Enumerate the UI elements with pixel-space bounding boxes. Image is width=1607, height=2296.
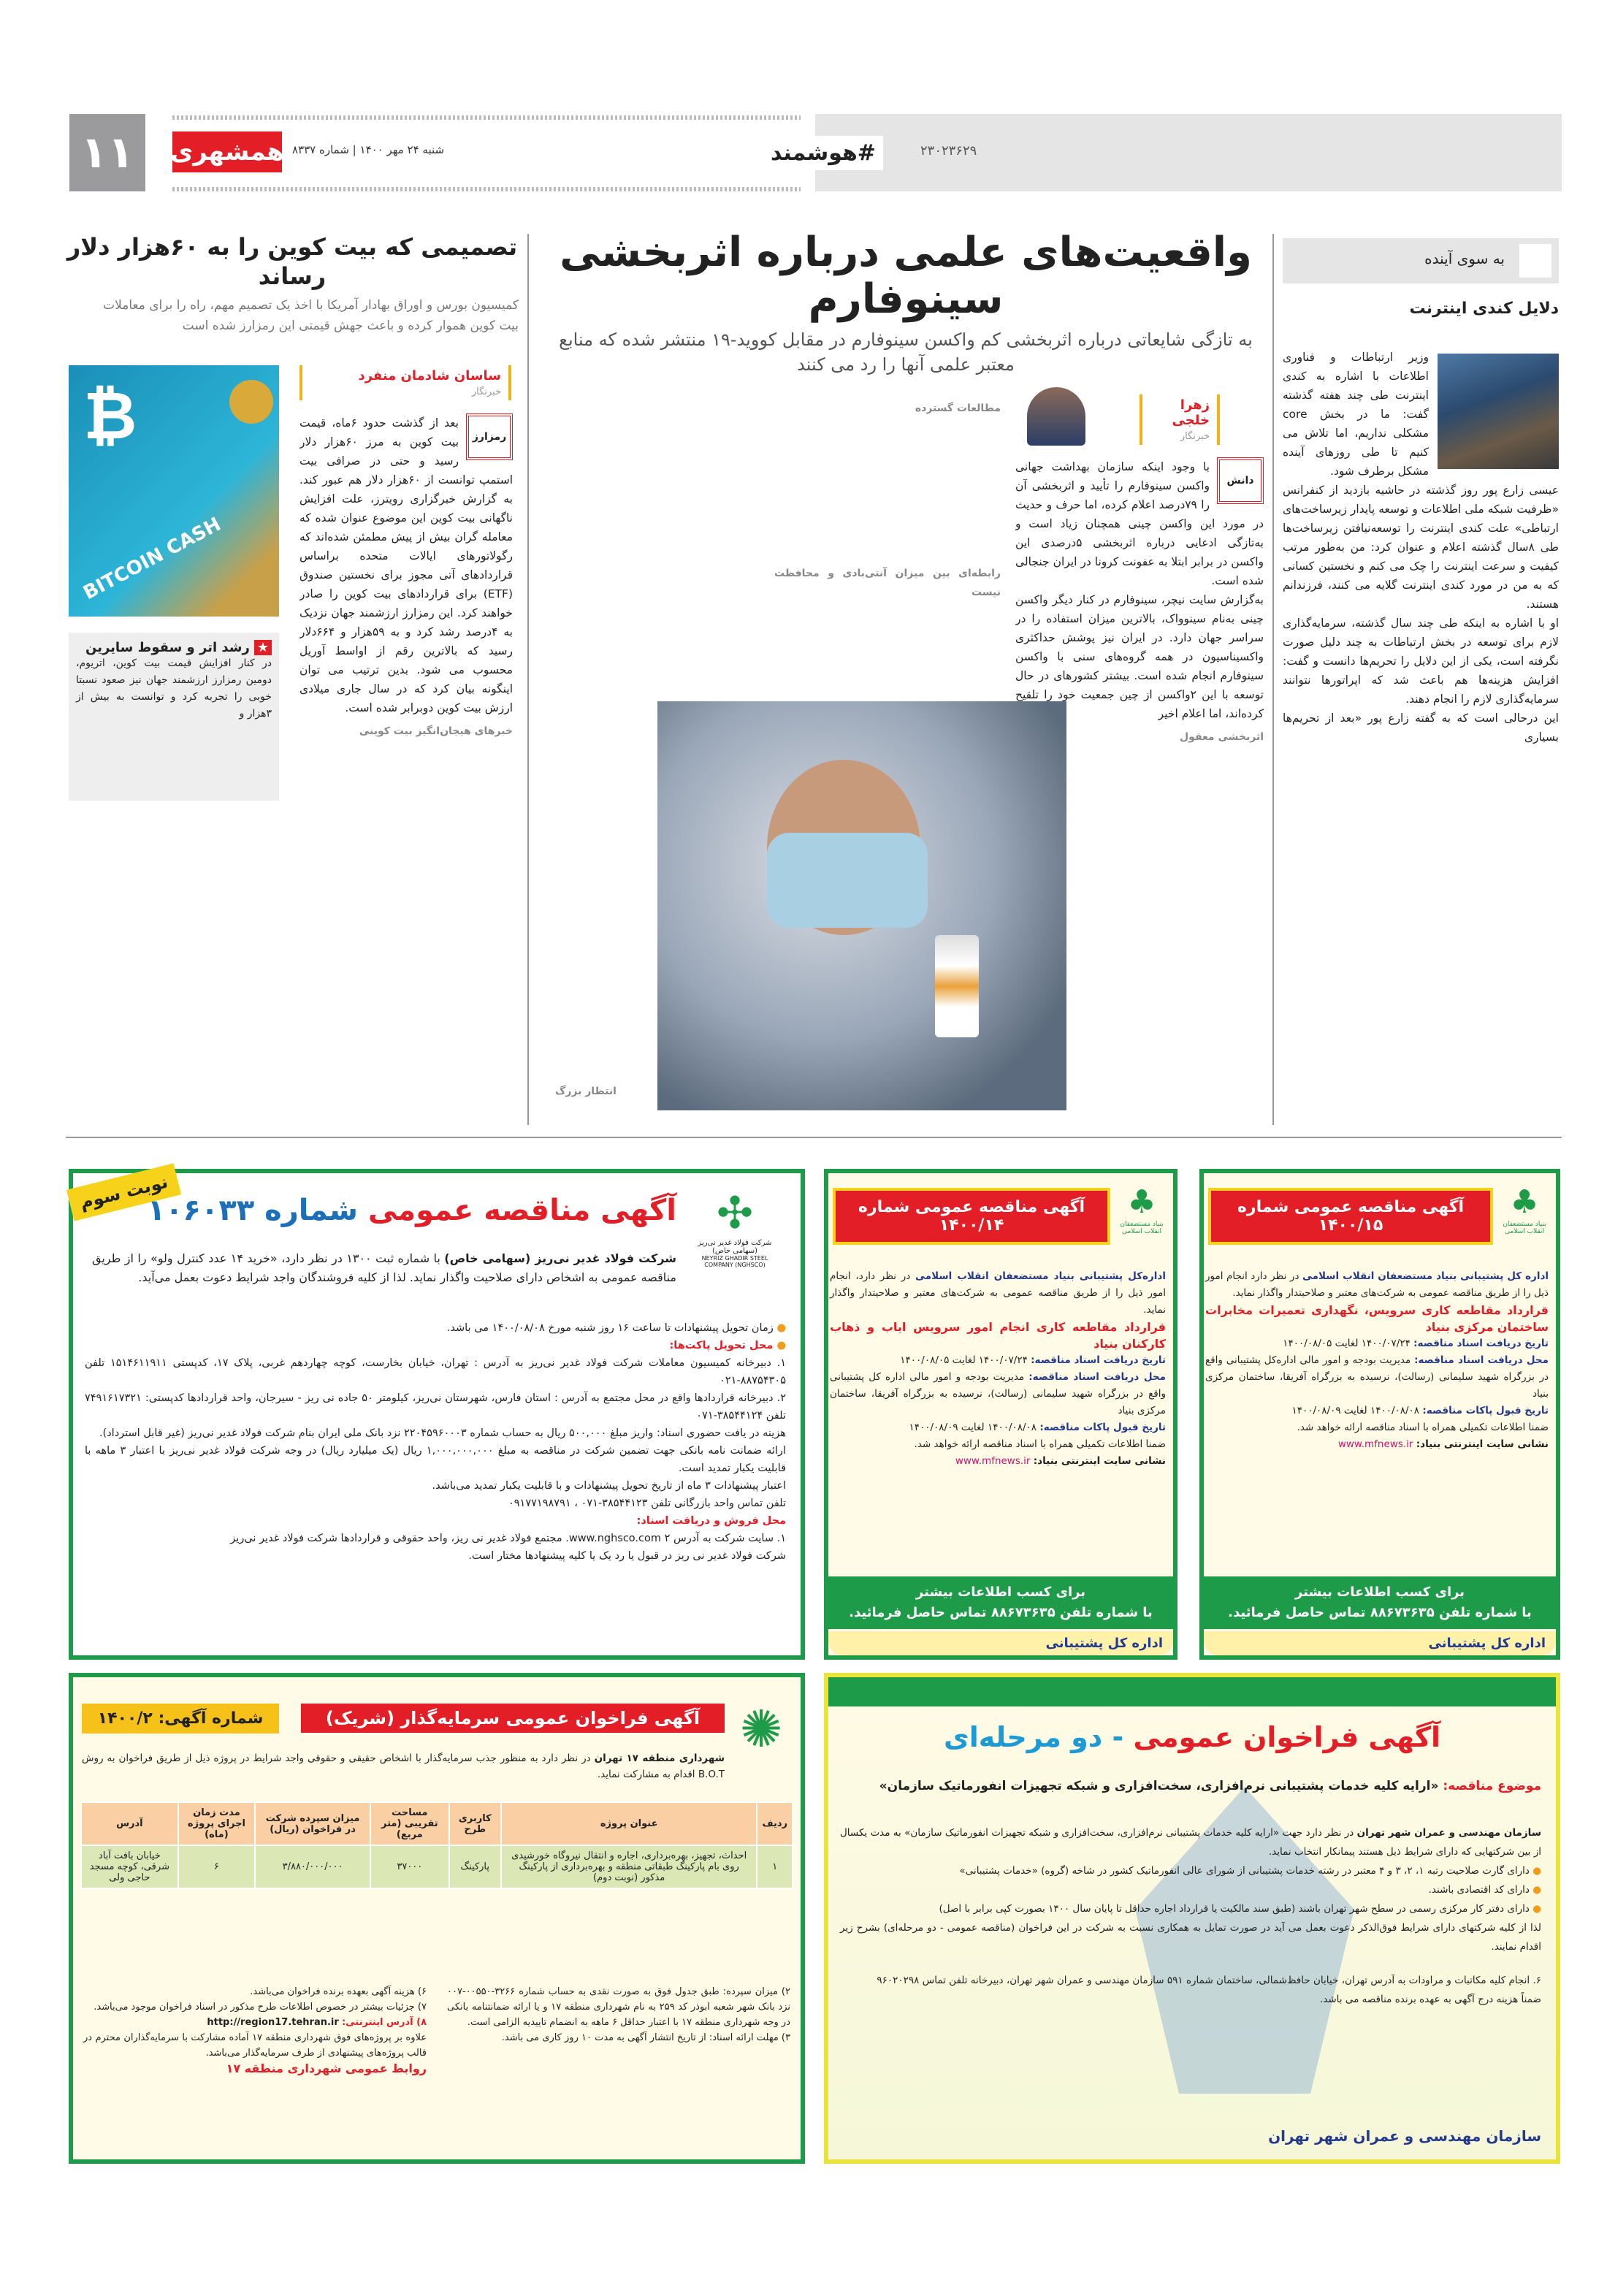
- row-value: ۱۴۰۰/۰۷/۲۴ لغایت ۱۴۰۰/۰۸/۰۵: [900, 1354, 1028, 1366]
- ad-body: [830, 1268, 1166, 1470]
- closing-text: ضمنا اطلاعات تکمیلی همراه با اسناد مناقصه ارائه خواهد شد.: [1297, 1422, 1549, 1433]
- ad-title-b: - دو مرحله‌ای: [943, 1721, 1124, 1753]
- bitcoin-image: [69, 365, 279, 617]
- table-cell: ۶: [178, 1845, 255, 1888]
- ad-signature: سازمان مهندسی و عمران شهر تهران: [1268, 2127, 1541, 2145]
- ad-intro: [92, 1249, 676, 1287]
- author-byline: [299, 365, 511, 400]
- ad-item: ۱. دبیرخانه کمیسیون معاملات شرکت فولاد غدیر نی‌ریز به آدرس : تهران، خیابان بخارست، کوچه چهاردهم غربی، پلاک ۱۷، کدپستی ۱۵۱۴۶۱۱۹۱۱ تلفن ۸۸۷۵۴۳۰۵-۰۲۱: [85, 1357, 786, 1387]
- table-cell: ۳/۸۸۰/۰۰۰/۰۰۰: [255, 1845, 370, 1888]
- intro-text: در نظر دارد به منظور جذب سرمایه‌گذار با اشخاص حقیقی و حقوقی واجد شرایط در پروژه ذیل از طریق فراخوان به روش B.O.T اقدام به مشارکت نماید.: [82, 1752, 725, 1780]
- subject-label: موضوع مناقصه:: [1443, 1779, 1541, 1793]
- bonyad-logo: ♣ بنیاد مستضعفان انقلاب اسلامی: [1116, 1183, 1167, 1235]
- condition: دارای دفتر کار مرکزی رسمی در سطح شهر تهران باشند (طبق سند مالکیت یا قرارداد اجاره حداقل تا پایان سال ۱۴۰۰ بصورت کپی برابر با اصل): [939, 1903, 1530, 1915]
- left-headline: تصمیمی که بیت کوین را به ۶۰هزار دلار رساند: [66, 233, 518, 290]
- column-header: مدت زمان اجرای پروژه (ماه): [178, 1802, 255, 1845]
- right-article-body: [1283, 348, 1559, 1115]
- project-table: [80, 1801, 793, 1889]
- ad-item: ● زمان تحویل پیشنهادات تا ساعت ۱۶ روز شنبه مورخ ۱۴۰۰/۰۸/۰۸ می باشد.: [446, 1322, 786, 1334]
- site-label: نشانی سایت اینترنتی بنیاد:: [1416, 1438, 1549, 1450]
- ad-number: شماره آگهی: ۱۴۰۰/۲: [82, 1704, 279, 1734]
- org-name: اداره‌کل پشتیبانی بنیاد مستضعفان انقلاب اسلامی: [915, 1270, 1166, 1282]
- main-subheadline: به تازگی شایعاتی درباره اثربخشی کم واکسن سینوفارم در مقابل کووید-۱۹ منتشر شده که منابع معتبر علمی آنها را رد می کنند: [559, 329, 1253, 375]
- tender-ad-ghadir: [69, 1169, 805, 1660]
- ad-subject: قرارداد مقاطعه کاری سرویس، نگهداری تعمیرات مخابرات ساختمان مرکزی بنیاد: [1205, 1303, 1549, 1334]
- subject-text: «ارایه کلیه خدمات پشتیبانی نرم‌افزاری، سخت‌افزاری و شبکه تجهیزات انفورماتیک سازمان»: [879, 1779, 1439, 1793]
- note: ۷) جزئیات بیشتر در خصوص اطلاعات طرح مذکور در اسناد فراخوان موجود می‌باشد.: [93, 2002, 427, 2013]
- paragraph: بعد از گذشت حدود ۶ماه، قیمت بیت کوین به مرز ۶۰هزار دلار رسید و حتی در صرافی بیت استمپ توانست از ۶۰هزار دلار هم عبور کند. به گزارش خبرگزاری رویترز، علت افزایش ناگهانی بیت کوین این موضوع عنوان شده که معامله گران بیش از پیش مطمئن شده‌اند که رگولاتورهای ایالات متحده براساس قراردادهای آتی مجوز برای نخستین صندوق (ETF) برای قراردادهای بیت کوین را صادر خواهند کرد. این رمزارز ارزشمند جهان نزدیک به ۴درصد رشد کرد و به ۵۹هزار و ۶۶۴دلار رسید که بالاترین رقم از اواسط آوریل محسوب می شود. بدین ترتیب می توان اینگونه بیان کرد که در سال جاری میلادی ارزش بیت کوین دوبرابر شده است.: [299, 416, 513, 714]
- site-link[interactable]: www.mfnews.ir: [1337, 1438, 1413, 1450]
- author-role: خبرنگار: [1180, 431, 1210, 442]
- company-name: شرکت فولاد غدیر نی‌ریز (سهامی خاص): [444, 1251, 676, 1265]
- logo-caption: بنیاد مستضعفان انقلاب اسلامی: [1503, 1221, 1546, 1235]
- ad-body: [1205, 1268, 1549, 1453]
- ad-body: سازمان مهندسی و عمران شهر تهران در نظر دارد جهت «ارایه کلیه خدمات پشتیبانی نرم‌افزاری، سخت‌افزاری و شبکه تجهیزات انفورماتیک سازمان» به مدت یکسال از بین شرکتهایی که دارای شرایط ذیل هستند پیمانکار انتخاب نماید. ● دارای گارت صلاحیت رتبه ۱، ۲، ۳ و ۴ معتبر در رشته خدمات پشتیبانی از شورای عالی انفورماتیک کشور در شاخه (گروه) «خدمات پشتیبانی» ● دارای کد اقتصادی باشند. ● دارای دفتر کار مرکزی رسمی در سطح شهر تهران باشند (طبق سند مالکیت یا قرارداد اجاره حداقل تا پایان سال ۱۴۰۰ بصورت کپی برابر با اصل) لذا از کلیه شرکتهای دارای شرایط فوق‌الذکر دعوت بعمل می آید در صورت تمایل به همکاری نسبت به شرکت در این فراخوان (مناقصه عمومی - دو مرحله‌ای) بشرح زیر اقدام نمایند. ۶. انجام کلیه مکاتبات و مراودات به آدرس تهران، خیابان حافظ‌شمالی، ساختمان شماره ۵۹۱ سازمان مهندسی و عمران شهر تهران، دبیرخانه تلفن تماس ۹۶۰۲۰۲۹۸ ضمناً هزینه درج آگهی به عهده برنده مناقصه می باشد.: [840, 1823, 1541, 2009]
- table-cell: ۱: [757, 1845, 793, 1888]
- column-header: ردیف: [757, 1802, 793, 1845]
- row-label: تاریخ قبول پاکات مناقصه:: [1039, 1422, 1166, 1433]
- row-label: تاریخ قبول پاکات مناقصه:: [1422, 1405, 1549, 1416]
- author-role: خبرنگار: [471, 386, 501, 397]
- table-header-row: [81, 1802, 793, 1845]
- header-rule: [172, 115, 801, 120]
- author-name: زهرا خلجی: [1172, 397, 1210, 428]
- page-number: ۱۱: [69, 114, 145, 191]
- org-name: سازمان مهندسی و عمران شهر تهران: [1356, 1827, 1541, 1839]
- sidebox-text: در کنار افزایش قیمت بیت کوین، اتریوم، دومین رمزارز ارزشمند جهان نیز صعود نسبتا خوبی را تجربه کرد و توانست به بیش از ۳هزار و: [76, 657, 272, 720]
- left-article-col1: [299, 413, 513, 1110]
- row-value: ۱۴۰۰/۰۷/۲۴ لغایت ۱۴۰۰/۰۸/۰۵: [1283, 1338, 1411, 1349]
- paragraph: با وجود اینکه سازمان بهداشت جهانی واکسن سینوفارم را تأیید و اثربخشی آن را ۷۹درصد اعلام کرده، اما حرف و حدیث در مورد این واکسن چینی همچنان زیاد است و به‌تازگی ادعایی درباره اثربخشی ۵درصدی این واکسن در برابر ابتلا به عفونت کرونا در ایران جنجالی شده است.: [1015, 460, 1264, 587]
- ad-paragraph: ضمناً هزینه درج آگهی به عهده برنده مناقصه می باشد.: [1319, 1994, 1541, 2005]
- intro-text: در نظر دارد انجام امور ذیل را از طریق مناقصه عمومی به شرکت‌های معتبر و صلاحیتدار واگذار نماید.: [1205, 1270, 1549, 1299]
- column-header: آدرس: [81, 1802, 178, 1845]
- row-value: ۱۴۰۰/۰۸/۰۸ لغایت ۱۴۰۰/۰۸/۰۹: [1291, 1405, 1420, 1416]
- ad-item: تلفن تماس واحد بازرگانی تلفن ۳۸۵۴۴۱۲۳-۰۷۱ ، ۰۹۱۷۷۱۹۸۷۹۱: [508, 1498, 786, 1509]
- ad-signature: اداره کل پشتیبانی: [828, 1631, 1173, 1655]
- row-value: ۱۴۰۰/۰۸/۰۸ لغایت ۱۴۰۰/۰۸/۰۹: [909, 1422, 1037, 1433]
- intro-text: در نظر دارد، انجام امور ذیل را از طریق مناقصه عمومی به شرکت‌های معتبر و صلاحیتدار واگذار نماید.: [830, 1270, 1166, 1316]
- column-icon: [1519, 244, 1551, 278]
- table-cell: پارکینگ: [449, 1845, 501, 1888]
- column-divider: [1272, 234, 1274, 1125]
- header-rule: [172, 187, 801, 191]
- tehran-municipality-logo: ✺: [739, 1699, 783, 1759]
- footer-line: برای کسب اطلاعات بیشتر: [1294, 1584, 1465, 1600]
- ad-signature: اداره کل پشتیبانی: [1204, 1631, 1556, 1655]
- closing-text: ضمنا اطلاعات تکمیلی همراه با اسناد مناقصه ارائه خواهد شد.: [914, 1438, 1166, 1450]
- column-header: میزان سپرده شرکت در فراخوان (ریال): [255, 1802, 370, 1845]
- investor-call-ad: [69, 1673, 805, 2164]
- section-label: رابطه‌ای بین میزان آنتی‌بادی و محافظت نیست: [774, 568, 1001, 598]
- ad-notes-right: [447, 1984, 790, 2045]
- author-byline: [1140, 394, 1220, 445]
- star-icon: ★: [254, 640, 272, 655]
- column-header: مساحت تقریبی (متر مربع): [370, 1802, 449, 1845]
- bitcoin-icon: ₿: [83, 378, 137, 454]
- website-link[interactable]: http://region17.tehran.ir: [207, 2017, 339, 2028]
- ad-items: [85, 1319, 786, 1565]
- ad-title-a: آگهی فراخوان عمومی: [1133, 1721, 1441, 1753]
- row-label: تاریخ دریافت اسناد مناقصه:: [1031, 1354, 1166, 1366]
- logo-caption: شرکت فولاد غدیر نی‌ریز (سهامی خاص): [698, 1239, 772, 1255]
- paragraph: او با اشاره به اینکه طی چند سال گذشته، سرمایه‌گذاری لازم برای توسعه در بخش ارتباطات به چند دلیل صورت نگرفته است، یکی از این دلایل را تحریم‌ها دانست و گفت: افزایش هزینه‌ها هم باعث شد که اپراتورها نتوانند سرمایه‌گذاری لازم را انجام دهند.: [1283, 617, 1559, 706]
- row-label: تاریخ دریافت اسناد مناقصه:: [1413, 1338, 1549, 1349]
- note: ۶) هزینه آگهی بعهده برنده فراخوان می‌باشد.: [250, 1986, 427, 1997]
- ad-subject: قرارداد مقاطعه کاری انجام امور سرویس ایاب و ذهاب کارکنان بنیاد: [830, 1320, 1166, 1351]
- vaccine-photo: [657, 701, 1066, 1110]
- ad-paragraph: لذا از کلیه شرکتهای دارای شرایط فوق‌الذکر دعوت بعمل می آید در صورت تمایل به همکاری نسبت به شرکت در این فراخوان (مناقصه عمومی - دو مرحله‌ای) بشرح زیر اقدام نمایند.: [840, 1922, 1541, 1953]
- table-cell: خیابان بافت آباد شرقی، کوچه مسجد حاجی ولی: [81, 1845, 178, 1888]
- table-cell: احداث، تجهیز، بهره‌برداری، اجاره و انتقال نیروگاه خورشیدی روی بام پارکینگ طبقاتی منطقه و بهره‌برداری از پارکینگ مذکور (نوبت دوم): [501, 1845, 757, 1888]
- main-headline: واقعیت‌های علمی درباره اثربخشی سینوفارم: [560, 229, 1252, 323]
- tender-ad-1400-15: [1199, 1169, 1560, 1660]
- paragraph: این درحالی است که به گفته زارع پور «بعد از تحریم‌ها بسیاری: [1283, 712, 1559, 744]
- section-label: انتظار بزرگ: [555, 1086, 617, 1097]
- row-value: مدیریت بودجه و امور مالی اداره کل پشتیبانی واقع در بزرگراه شهید سلیمانی (رسالت)، نرسیده به بزرگراه آفریقا، ساختمان مرکزی بنیاد: [830, 1371, 1166, 1416]
- third-round-badge: نوبت سوم: [66, 1163, 181, 1221]
- two-stage-tender-ad: [824, 1673, 1560, 2164]
- section-phone: ۲۳۰۲۳۶۲۹: [920, 143, 977, 159]
- main-article-col2: [774, 394, 1001, 687]
- ad-item: هزینه در یافت حضوری اسناد: واریز مبلغ ۵۰۰,۰۰۰ ریال به حساب شماره ۲۲۰۴۵۹۶۰۰۰۳ نزد بانک ملی ایران بنام شرکت فولاد غدیر نی‌ریز (غیر قابل استرداد).: [99, 1427, 786, 1439]
- bitcoin-image-text: BITCOIN CASH: [80, 513, 225, 605]
- author-photo: [1027, 387, 1085, 446]
- ad-top-band: [828, 1677, 1556, 1706]
- paragraph: عیسی زارع پور روز گذشته در حاشیه بازدید از کنفرانس «ظرفیت شبکه ملی اطلاعات و توسعه پایدار زیرساخت‌های ارتباطی» علت کندی اینترنت را توسعه‌نیافتن زیرساخت‌ها طی ۸سال گذشته اعلام و عنوان کرد: من به‌طور مرتب کیفیت و سرعت اینترنت را چک می کنم و نخستین کسانی که به من در مورد کندی اینترنت گلایه می کنند، فرزندانم هستند.: [1283, 484, 1559, 611]
- ad-item: اعتبار پیشنهادات ۳ ماه از تاریخ تحویل پیشنهادات و با قابلیت یکبار تمدید می‌باشد.: [432, 1480, 786, 1492]
- dateline: شنبه ۲۴ مهر ۱۴۰۰ | شماره ۸۳۳۷: [292, 143, 445, 156]
- ad-paragraph: ۶. انجام کلیه مکاتبات و مراودات به آدرس تهران، خیابان حافظ‌شمالی، ساختمان شماره ۵۹۱ سازمان مهندسی و عمران شهر تهران، دبیرخانه تلفن تماس ۹۶۰۲۰۲۹۸: [877, 1975, 1541, 1986]
- section-label: خبرهای هیجان‌انگیز بیت کوینی: [359, 725, 513, 737]
- logo-caption: بنیاد مستضعفان انقلاب اسلامی: [1120, 1221, 1164, 1235]
- footer-line: برای کسب اطلاعات بیشتر: [915, 1584, 1086, 1600]
- table-cell: ۳۷۰۰۰: [370, 1845, 449, 1888]
- bonyad-logo: ♣ بنیاد مستضعفان انقلاب اسلامی: [1499, 1183, 1550, 1235]
- site-link[interactable]: www.mfnews.ir: [955, 1455, 1031, 1467]
- ad-title: آگهی فراخوان عمومی سرمایه‌گذار (شریک): [301, 1704, 725, 1733]
- paragraph: به‌گزارش سایت نیچر، سینوفارم در کنار دیگر واکسن چینی به‌نام سینوواک، بالاترین میزان استفاده را در سراسر جهان دارد. در ایران نیز پوشش حداکثری واکسیناسیون در همه گروه‌های سنی با واکسن سینوفارم انجام شده است. بیشتر کشورهای در حال توسعه با این ۲واکسن از چین جمعیت خود را تلقیح کرده‌اند، اما اعلام اخیر: [1015, 593, 1264, 720]
- newspaper-logo: همشهری: [172, 131, 282, 172]
- paragraph: وزیر ارتباطات و فناوری اطلاعات با اشاره به کندی اینترنت طی چند هفته گذشته گفت: ما در بخش core مشکلی نداریم، اما تلاش می کنیم تا طی روزهای آینده مشکل برطرف شود.: [1283, 351, 1429, 478]
- sidebox: [69, 633, 279, 801]
- ad-title-b: شماره ۱۰۶۰۳۳: [147, 1194, 358, 1227]
- org-name: شهرداری منطقه ۱۷ تهران: [594, 1752, 725, 1764]
- ad-item: ● محل تحویل پاکت‌ها:: [669, 1340, 786, 1351]
- ad-footer: [1204, 1576, 1556, 1629]
- ad-title-a: آگهی مناقصه عمومی: [367, 1194, 676, 1227]
- ad-item: شرکت فولاد غدیر نی ریز در قبول یا رد یک یا کلیه پیشنهادها مختار است.: [468, 1550, 786, 1562]
- row-label: محل دریافت اسناد مناقصه:: [1028, 1371, 1166, 1383]
- org-name: اداره کل پشتیبانی بنیاد مستضعفان انقلاب اسلامی: [1302, 1270, 1549, 1282]
- ad-intro: [82, 1750, 725, 1782]
- ad-item: ۱. سایت شرکت به آدرس www.nghsco.com ۲. مجتمع فولاد غدیر نی ریز، واحد حقوقی و قراردادها شرکت فولاد غدیر نی‌ریز: [230, 1533, 786, 1544]
- ad-item: ۲. دبیرخانه قراردادها واقع در محل مجتمع به آدرس : استان فارس، شهرستان نی‌ریز، کیلومتر ۵۰ جاده نی ریز - سیرجان، واحد قراردادها کدپستی: ۷۴۹۱۶۱۷۳۲۱ تلفن ۳۸۵۴۴۱۲۴-۰۷۱: [85, 1392, 786, 1422]
- section-divider: [66, 1137, 1562, 1138]
- tender-ad-1400-14: [824, 1169, 1177, 1660]
- footer-phone: با شماره تلفن ۸۸۶۷۳۶۳۵ تماس حاصل فرمائید.: [849, 1605, 1153, 1620]
- ghadir-logo: [691, 1188, 779, 1268]
- row-label: محل دریافت اسناد مناقصه:: [1414, 1354, 1549, 1366]
- logo-caption-en: NEYRIZ GHADIR STEEL COMPANY (NGHSCO): [701, 1255, 768, 1268]
- footer-phone: با شماره تلفن ۸۸۶۷۳۶۳۵ تماس حاصل فرمائید.: [1228, 1605, 1532, 1620]
- condition: دارای گارت صلاحیت رتبه ۱، ۲، ۳ و ۴ معتبر در رشته خدمات پشتیبانی از شورای عالی انفورماتیک کشور در شاخه (گروه) «خدمات پشتیبانی»: [959, 1865, 1530, 1877]
- site-label: نشانی سایت اینترنتی بنیاد:: [1033, 1455, 1166, 1467]
- sidebox-title: [76, 640, 272, 655]
- ad-item-text: محل تحویل پاکت‌ها:: [669, 1340, 774, 1351]
- intro-text: با شماره ثبت ۱۳۰۰ در نظر دارد، «خرید ۱۴ عدد کنترل ولو» را از طریق مناقصه عمومی به اشخاص دارای صلاحیت واگذار نماید. لذا از کلیه فروشندگان واجد شرایط دعوت بعمل می‌آید.: [92, 1251, 676, 1284]
- ad-title: آگهی مناقصه عمومی شماره ۱۴۰۰/۱۴: [833, 1188, 1110, 1245]
- table-row: [81, 1845, 793, 1888]
- kicker-box: رمزارز: [466, 413, 513, 460]
- right-headline: دلایل کندی اینترنت: [1409, 300, 1559, 318]
- section-label: مطالعات گسترده: [915, 403, 1001, 414]
- intro-text: در نظر دارد جهت «ارایه کلیه خدمات پشتیبانی نرم‌افزاری، سخت‌افزاری و شبکه تجهیزات انفورماتیک سازمان» به مدت یکسال از بین شرکتهایی که دارای شرایط ذیل هستند پیمانکار انتخاب نماید.: [840, 1827, 1541, 1858]
- ad-subject: [840, 1777, 1541, 1796]
- face-mask: [767, 833, 928, 928]
- ad-footer: [828, 1576, 1173, 1629]
- author-name: ساسان شادمان منفرد: [358, 368, 501, 384]
- note: ۳) مهلت ارائه اسناد: از تاریخ انتشار آگهی به مدت ۱۰ روز کاری می باشد.: [501, 2032, 790, 2043]
- vaccine-vial: [935, 935, 979, 1037]
- row-value: مدیریت بودجه و امور مالی اداره‌کل پشتیبانی واقع در بزرگراه شهید سلیمانی (رسالت)، نرسیده به بزرگراه آفریقا، ساختمان مرکزی بنیاد: [1205, 1354, 1549, 1400]
- coin-icon: [229, 380, 273, 424]
- ad-signature: روابط عمومی شهرداری منطقه ۱۷: [226, 2062, 427, 2075]
- ad-title: [148, 1194, 676, 1227]
- column-box: [1283, 238, 1559, 283]
- kicker-box: دانش: [1217, 457, 1264, 504]
- url-label: ۸) آدرس اینترنتی:: [341, 2017, 427, 2028]
- ad-item: ارائه ضمانت نامه بانکی جهت تضمین شرکت در مناقصه به مبلغ ۱,۰۰۰,۰۰۰,۰۰۰ ریال (یک میلیارد ریال) در وجه شرکت فولاد غدیر نی‌ریز با اعتبار ۳ ماهه با قابلیت یکبار تمدید است.: [85, 1445, 786, 1474]
- column-header: عنوان پروژه: [501, 1802, 757, 1845]
- column-header: کاربری طرح: [449, 1802, 501, 1845]
- ghadir-logo-mark: ✣: [716, 1188, 754, 1239]
- condition: دارای کد اقتصادی باشند.: [1428, 1884, 1530, 1896]
- column-divider: [527, 234, 529, 1125]
- left-subheadline: کمیسیون بورس و اوراق بهادار آمریکا با اخذ یک تصمیم مهم، راه را برای معاملات بیت کوین هموار کرده و باعث جهش قیمتی این رمزارز شده است: [103, 298, 519, 333]
- column-title: به سوی آینده: [1424, 250, 1505, 267]
- sidebox-title-text: رشد اتر و سقوط سایرین: [85, 640, 250, 655]
- section-label: اثربخشی معقول: [1180, 731, 1264, 743]
- ad-notes-left: [83, 1984, 427, 2076]
- ad-title: آگهی مناقصه عمومی شماره ۱۴۰۰/۱۵: [1208, 1188, 1493, 1245]
- ad-title: [828, 1721, 1556, 1753]
- section-title: #هوشمند: [763, 136, 883, 170]
- note: ۲) میزان سپرده: طبق جدول فوق به صورت نقدی به حساب شماره ۳۲۶۶-۰۰۵۵۰-۰۰۷ نزد بانک شهر شعبه ابوذر کد ۲۵۹ به نام شهرداری منطقه ۱۷ و یا ارائه ضمانتنامه بانکی در وجه شهرداری منطقه ۱۷ با اعتبار حداقل ۶ ماهه به انضمام تاییدیه الزامی است.: [447, 1986, 790, 2028]
- note: علاوه بر پروژه‌های فوق شهرداری منطقه ۱۷ آماده مشارکت با سرمایه‌گذاران محترم در قالب پروژه‌های پیشنهادی از طرف سرمایه‌گذار می‌باشد.: [83, 2032, 427, 2059]
- ad-item: محل فروش و دریافت اسناد:: [636, 1515, 786, 1527]
- ad-item-text: زمان تحویل پیشنهادات تا ساعت ۱۶ روز شنبه مورخ ۱۴۰۰/۰۸/۰۸ می باشد.: [446, 1322, 774, 1334]
